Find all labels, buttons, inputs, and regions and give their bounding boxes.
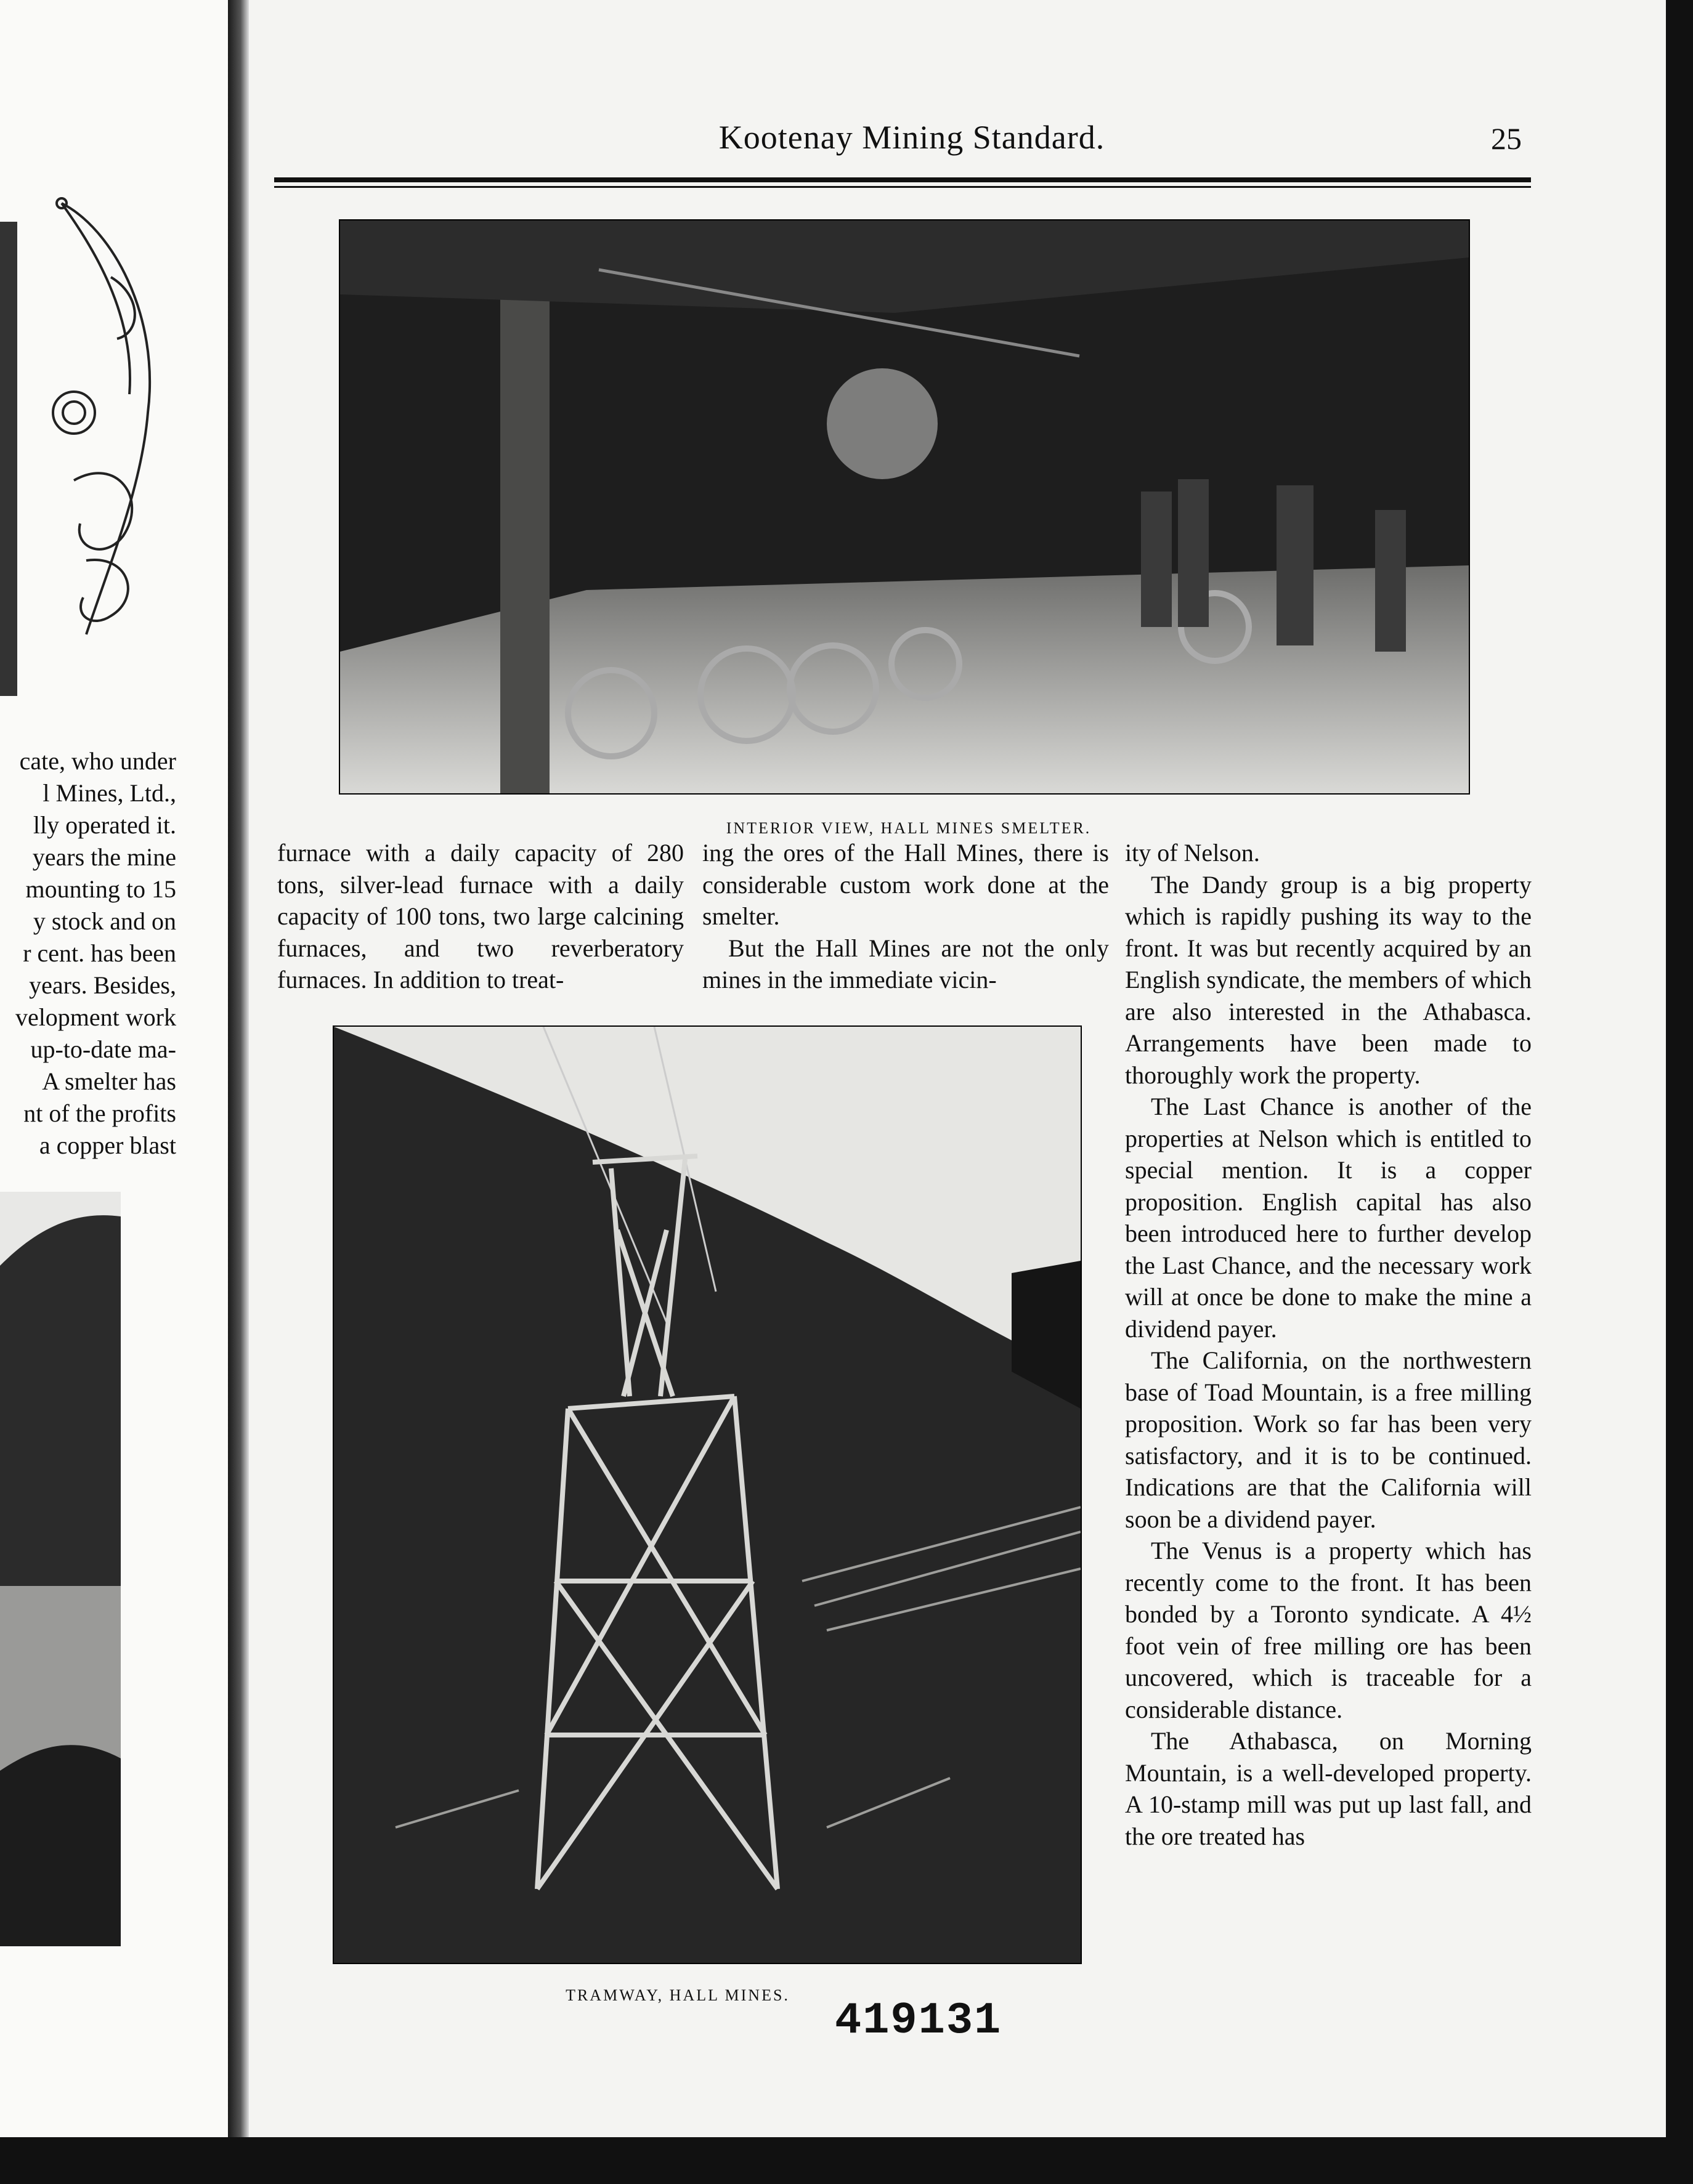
col3-paragraph-last-chance: The Last Chance is another of the properties at Nelson which is entitled to special mention. It is a copper proposition. English capital has also been introduced here to further develop the Last Chance, and the necessary work will at once be done to make the mine a dividend payer. <box>1125 1093 1532 1343</box>
header-rule-thin <box>274 186 1531 188</box>
page-number: 25 <box>1491 121 1522 156</box>
col2-paragraph-2: But the Hall Mines are not the only mines in the immediate vicin- <box>702 934 1109 993</box>
scan-edge-right <box>1666 0 1693 2184</box>
column-3 <box>1125 837 1532 1852</box>
col2-paragraph-1: ing the ores of the Hall Mines, there is considerable custom work done at the smelter. <box>702 839 1109 930</box>
smelter-caption: INTERIOR VIEW, HALL MINES SMELTER. <box>726 819 1092 837</box>
col3-paragraph-venus: The Venus is a property which has recently come to the front. It has been bonded by a Toronto syndicate. A 4½ foot vein of free milling ore has been uncovered, which is traceable for a considerable distance. <box>1125 1537 1532 1723</box>
col1-paragraph: furnace with a daily capacity of 280 tons, silver-lead furnace with a daily capacity of 100 tons, two large calcining furnaces, and two reverberatory furnaces. In addition to treat- <box>277 839 684 993</box>
smelter-interior-photo <box>339 219 1470 795</box>
left-photo-lake <box>0 1192 121 1946</box>
col3-paragraph-dandy: The Dandy group is a big property which is rapidly pushing its way to the front. It was but recently acquired by an English syndicate, the members of which are also interested in the Athabasca. Arrangements have been made to thoroughly work the property. <box>1125 870 1532 1089</box>
ornament-scroll <box>37 191 179 647</box>
serial-number: 419131 <box>835 1996 1002 2046</box>
tramway-caption: TRAMWAY, HALL MINES. <box>566 1986 790 2004</box>
tramway-photo <box>333 1025 1082 1964</box>
header-rule <box>274 177 1531 182</box>
running-header: Kootenay Mining Standard. <box>718 119 1105 156</box>
col3-paragraph-1: ity of Nelson. <box>1125 839 1260 867</box>
col3-paragraph-athabasca: The Athabasca, on Morning Mountain, is a well-developed property. A 10-stamp mill was put up last fall, and the ore treated has <box>1125 1727 1532 1850</box>
col3-paragraph-california: The California, on the northwestern base of Toad Mountain, is a free milling proposition. Work so far has been very satisfactory, and it is to be continued. Indications are that the California will soon be a dividend payer. <box>1125 1346 1532 1533</box>
scan-edge-bottom <box>0 2137 1693 2184</box>
column-1 <box>277 837 684 996</box>
left-photo-top <box>0 222 17 696</box>
column-2 <box>702 837 1109 996</box>
book-gutter <box>228 0 249 2184</box>
facing-page-text: cate, who under l Mines, Ltd., lly operated it. years the mine mounting to 15 y stock and on r cent. has been years. Besides, velopment work up-to-date ma- A smelter has nt of the profits a copper blast <box>15 747 176 1159</box>
